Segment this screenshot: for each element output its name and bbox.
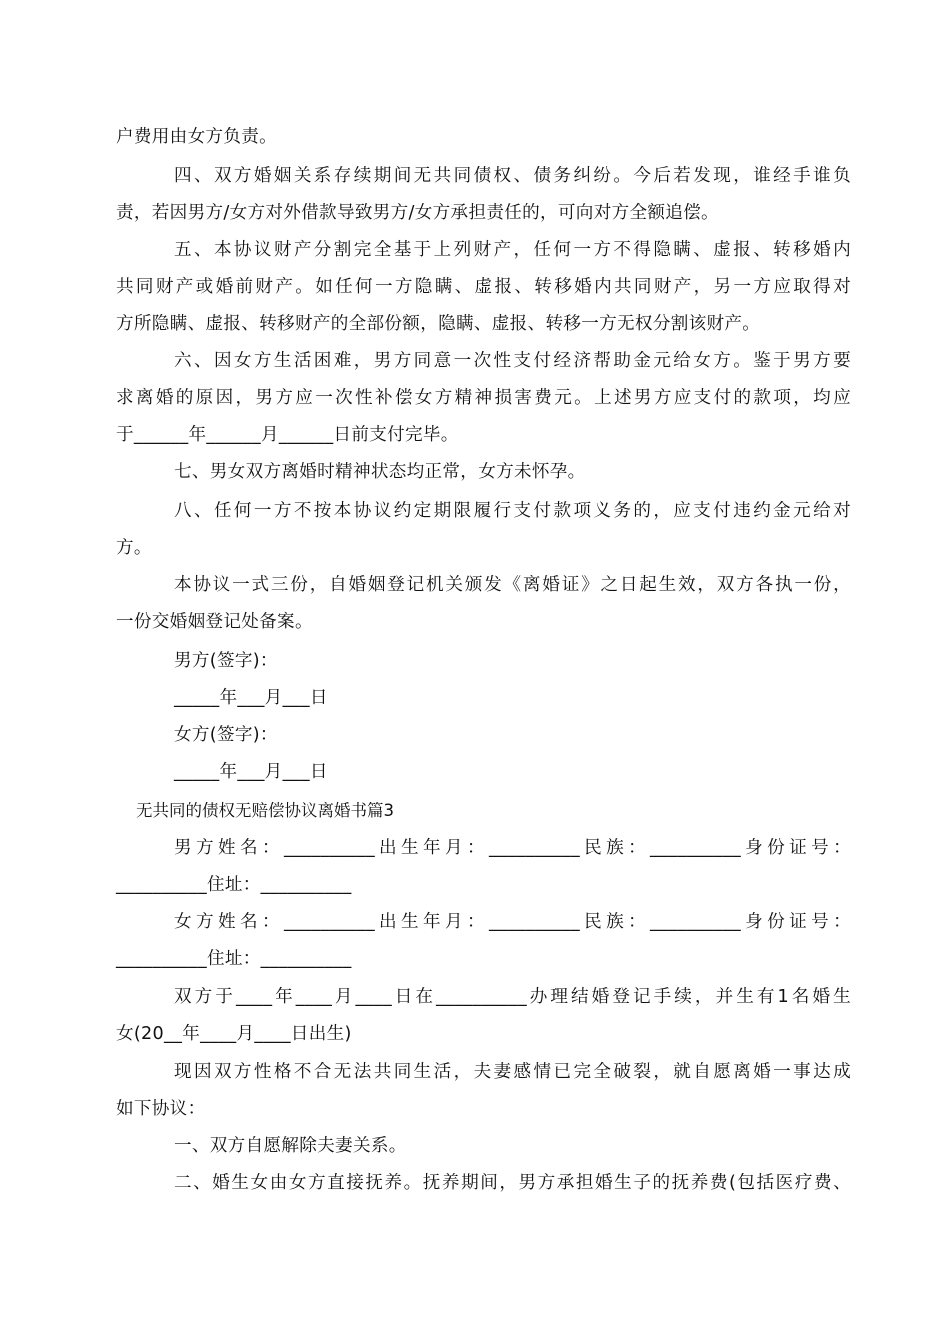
clause-5-line-1: 五、本协议财产分割完全基于上列财产，任何一方不得隐瞒、虚报、转移婚内 (174, 240, 851, 260)
female-signature-date: _____年___月___日 (174, 762, 328, 782)
section-heading: 无共同的债权无赔偿协议离婚书篇3 (136, 801, 394, 820)
female-signature-label: 女方(签字)： (174, 725, 278, 745)
clause-4-line-2: 责，若因男方/女方对外借款导致男方/女方承担责任的，可向对方全额追偿。 (116, 203, 719, 223)
agreement-intro-line-1: 现因双方性格不合无法共同生活，夫妻感情已完全破裂，就自愿离婚一事达成 (174, 1062, 851, 1082)
clause-6-line-2: 求离婚的原因，男方应一次性补偿女方精神损害费元。上述男方应支付的款项，均应 (116, 388, 851, 408)
male-info-line-1: 男方姓名：__________出生年月：__________民族：__________身份证号： (174, 838, 851, 858)
female-info-line-1: 女方姓名：__________出生年月：__________民族：__________身份证号： (174, 912, 851, 932)
clause-4-line-1: 四、双方婚姻关系存续期间无共同债权、债务纠纷。今后若发现，谁经手谁负 (174, 166, 851, 186)
clause-2-line-1: 二、婚生女由女方直接抚养。抚养期间，男方承担婚生子的抚养费(包括医疗费、 (174, 1173, 851, 1193)
effective-clause-line-1: 本协议一式三份，自婚姻登记机关颁发《离婚证》之日起生效，双方各执一份， (174, 575, 851, 595)
marriage-info-line-1: 双方于____年____月____日在__________办理结婚登记手续，并生有1名婚生 (174, 987, 851, 1007)
clause-6-line-1: 六、因女方生活困难，男方同意一次性支付经济帮助金元给女方。鉴于男方要 (174, 351, 851, 371)
female-info-line-2: __________住址：__________ (116, 949, 352, 969)
clause-7-line: 七、男女双方离婚时精神状态均正常，女方未怀孕。 (174, 462, 586, 482)
male-signature-date: _____年___月___日 (174, 688, 328, 708)
clause-6-line-3: 于______年______月______日前支付完毕。 (116, 425, 459, 445)
male-signature-label: 男方(签字)： (174, 651, 278, 671)
clause-8-line-1: 八、任何一方不按本协议约定期限履行支付款项义务的，应支付违约金元给对 (174, 501, 851, 521)
male-info-line-2: __________住址：__________ (116, 875, 352, 895)
agreement-intro-line-2: 如下协议： (116, 1099, 206, 1119)
text-line: 户费用由女方负责。 (116, 127, 278, 147)
effective-clause-line-2: 一份交婚姻登记处备案。 (116, 612, 313, 632)
clause-8-line-2: 方。 (116, 538, 152, 558)
clause-1-line: 一、双方自愿解除夫妻关系。 (174, 1136, 407, 1156)
clause-5-line-2: 共同财产或婚前财产。如任何一方隐瞒、虚报、转移婚内共同财产，另一方应取得对 (116, 277, 851, 297)
clause-5-line-3: 方所隐瞒、虚报、转移财产的全部份额，隐瞒、虚报、转移一方无权分割该财产。 (116, 314, 761, 334)
marriage-info-line-2: 女(20__年____月____日出生) (116, 1024, 352, 1044)
